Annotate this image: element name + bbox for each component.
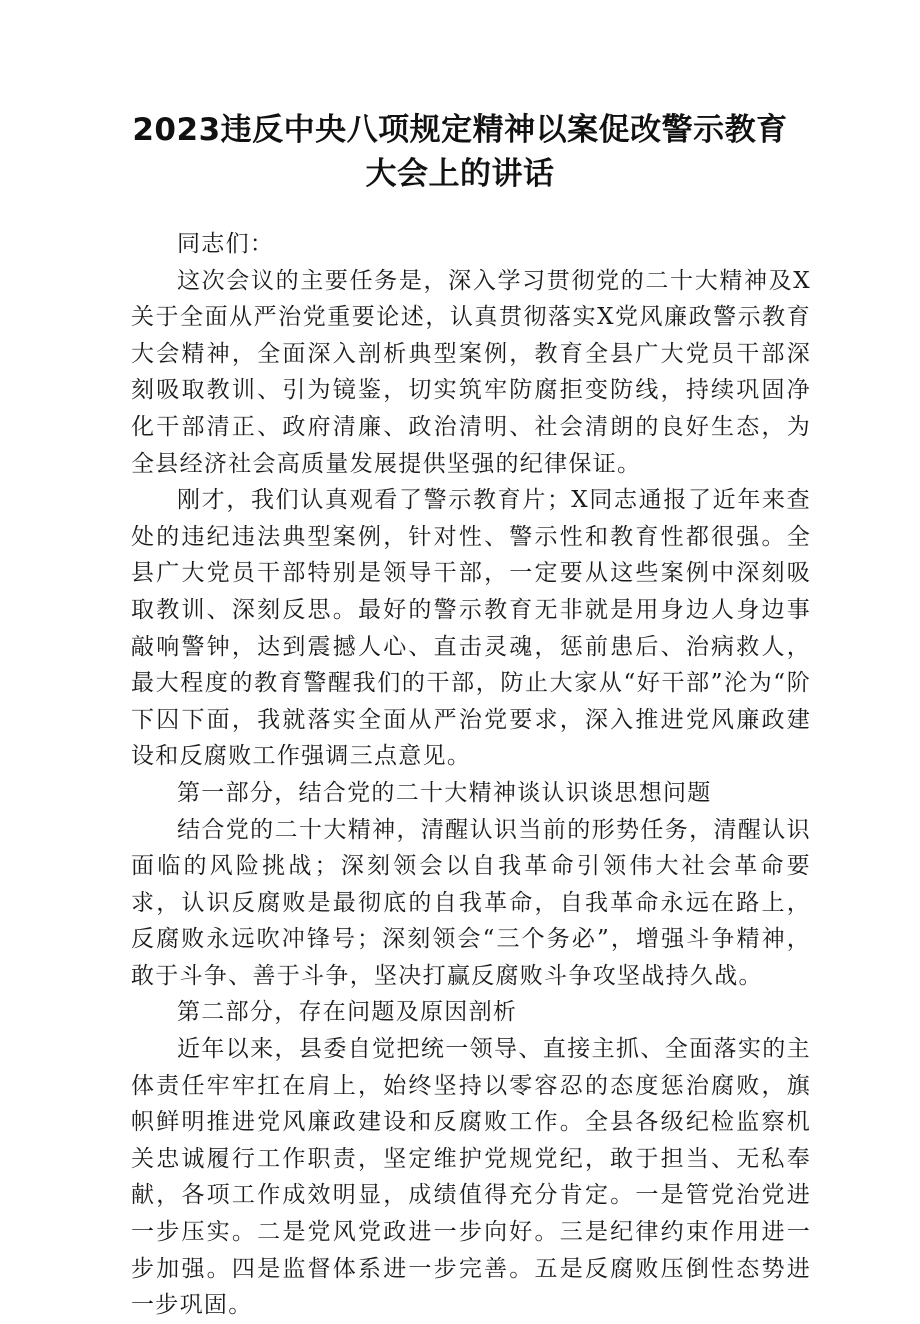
paragraph-part-1: 结合党的二十大精神，清醒认识当前的形势任务，清醒认识面临的风险挑战；深刻领会以自我革命引领伟大社会革命要求，认识反腐败是最彻底的自我革命，自我革命永远在路上，反腐败永远吹冲锋号；深刻领会“三个务必”，增强斗争精神，敢于斗争、善于斗争，坚决打赢反腐败斗争攻坚战持久战。	[131, 816, 811, 989]
document-title-line-1: 2023违反中央八项规定精神以案促改警示教育	[132, 112, 788, 148]
salutation: 同志们：	[177, 231, 275, 257]
document-title-line-2: 大会上的讲话	[365, 156, 555, 192]
document-body	[131, 226, 811, 1324]
section-heading-part-1: 第一部分，结合党的二十大精神谈认识谈思想问题	[177, 779, 712, 806]
paragraph-warning-film: 刚才，我们认真观看了警示教育片；X同志通报了近年来查处的违纪违法典型案例，针对性、警示性和教育性都很强。全县广大党员干部特别是领导干部，一定要从这些案例中深刻吸取教训、深刻反思。最好的警示教育无非就是用身边人身边事敲响警钟，达到震撼人心、直击灵魂，惩前患后、治病救人，最大程度的教育警醒我们的干部，防止大家从“好干部”沦为“阶下囚下面，我就落实全面从严治党要求，深入推进党风廉政建设和反腐败工作强调三点意见。	[131, 487, 811, 770]
section-heading-part-2: 第二部分，存在问题及原因剖析	[177, 999, 518, 1026]
paragraph-part-2: 近年以来，县委自觉把统一领导、直接主抓、全面落实的主体责任牢牢扛在肩上，始终坚持以零容忍的态度惩治腐败，旗帜鲜明推进党风廉政建设和反腐败工作。全县各级纪检监察机关忠诚履行工作职责，坚定维护党规党纪，敢于担当、无私奉献，各项工作成效明显，成绩值得充分肯定。一是管党治党进一步压实。二是党风党政进一步向好。三是纪律约束作用进一步加强。四是监督体系进一步完善。五是反腐败压倒性态势进一步巩固。	[131, 1036, 811, 1319]
paragraph-intro: 这次会议的主要任务是，深入学习贯彻党的二十大精神及X关于全面从严治党重要论述，认真贯彻落实X党风廉政警示教育大会精神，全面深入剖析典型案例，教育全县广大党员干部深刻吸取教训、引为镜鉴，切实筑牢防腐拒变防线，持续巩固净化干部清正、政府清廉、政治清明、社会清朗的良好生态，为全县经济社会高质量发展提供坚强的纪律保证。	[131, 267, 811, 477]
